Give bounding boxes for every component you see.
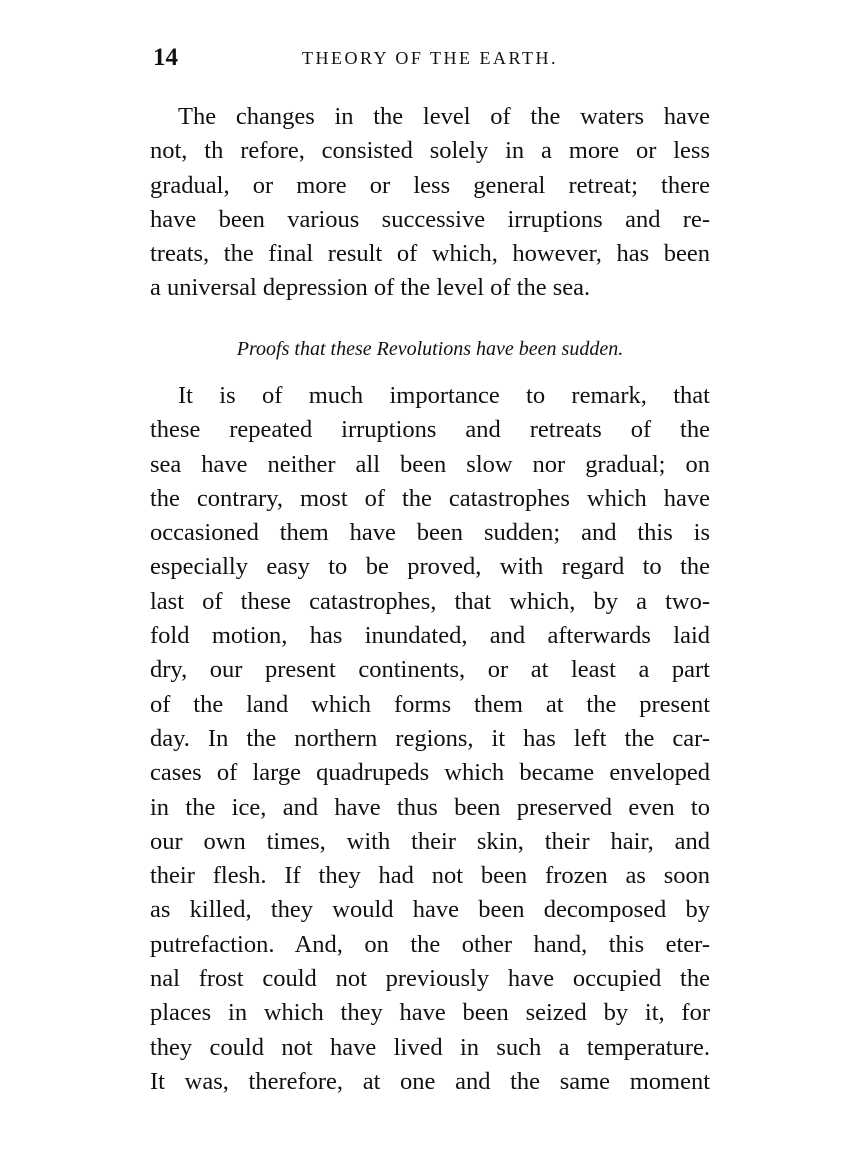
text-line: they could not have lived in such a temperature. [150, 1033, 710, 1061]
page-header [150, 44, 710, 78]
text-line: putrefaction. And, on the other hand, this eter- [150, 930, 710, 958]
text-line: gradual, or more or less general retreat; there [150, 171, 710, 199]
paragraph-2 [150, 379, 710, 1099]
text-line: a universal depression of the level of the sea. [150, 274, 591, 302]
text-line: The changes in the level of the waters have [178, 103, 710, 130]
text-line: of the land which forms them at the present [150, 690, 710, 718]
text-line: It was, therefore, at one and the same moment [150, 1067, 710, 1095]
running-head: THEORY OF THE EARTH. [302, 48, 558, 68]
text-line: occasioned them have been sudden; and this is [150, 519, 710, 547]
text-line: It is of much importance to remark, that [178, 382, 710, 409]
paragraph-1 [150, 100, 710, 306]
text-line: last of these catastrophes, that which, by a two- [150, 587, 710, 615]
text-line: day. In the northern regions, it has left the car- [150, 724, 710, 752]
text-line: have been various successive irruptions and re- [150, 205, 710, 233]
text-line: cases of large quadrupeds which became enveloped [150, 759, 710, 787]
text-line: these repeated irruptions and retreats of the [150, 416, 710, 444]
section-subheading: Proofs that these Revolutions have been sudden. [236, 338, 624, 360]
text-line: treats, the final result of which, however, has been [150, 240, 710, 268]
text-line: the contrary, most of the catastrophes which have [150, 484, 710, 512]
text-line: sea have neither all been slow nor gradual; on [150, 450, 710, 478]
text-line: fold motion, has inundated, and afterwards laid [150, 622, 710, 650]
text-line: their flesh. If they had not been frozen as soon [150, 862, 710, 890]
text-line: dry, our present continents, or at least a part [150, 656, 710, 684]
text-line: our own times, with their skin, their hair, and [150, 827, 710, 855]
text-line: not, th refore, consisted solely in a more or less [150, 137, 710, 165]
text-line: especially easy to be proved, with regard to the [150, 553, 710, 581]
text-line: nal frost could not previously have occupied the [150, 965, 710, 993]
page-number: 14 [153, 44, 178, 71]
text-line: in the ice, and have thus been preserved even to [150, 793, 710, 821]
text-line: places in which they have been seized by it, for [150, 999, 710, 1027]
text-line: as killed, they would have been decomposed by [150, 896, 710, 924]
